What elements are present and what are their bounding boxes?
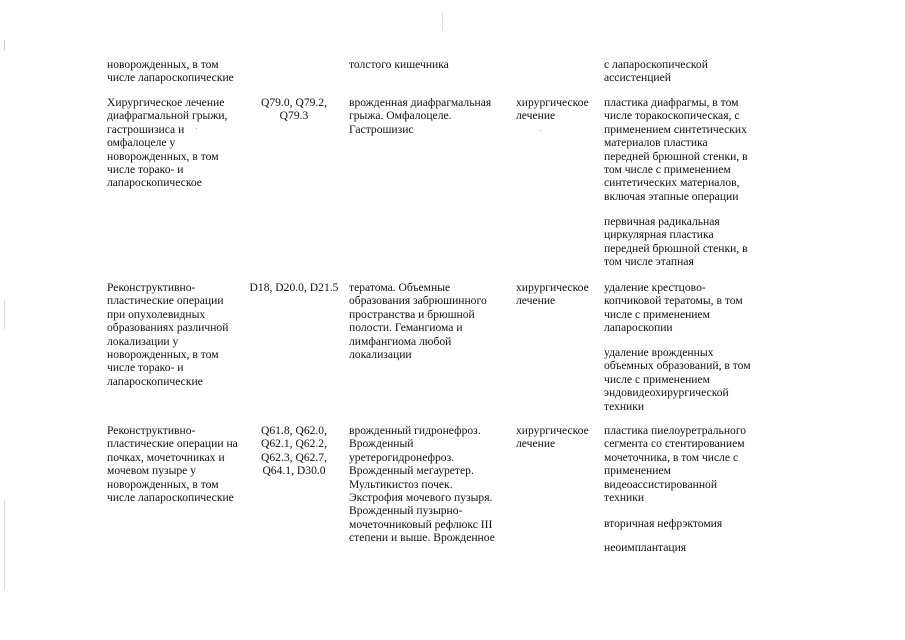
row3-method-3: неоимплантация <box>604 541 687 554</box>
row1-model: врожденная диафрагмальная грыжа. Омфалоцеле. Гастрошизис <box>349 96 492 136</box>
scan-speck <box>196 128 197 129</box>
row1-name: Хирургическое лечение диафрагмальной грыжи, гастрошизиса и омфалоцеле у новорожденных, в том числе торако- и лапароскопическое <box>107 96 228 190</box>
row2-method-1: удаление крестцово- копчиковой тератомы, в том числе с применением лапароскопии <box>604 281 743 335</box>
row0-name: новорожденных, в том числе лапароскопические <box>107 58 234 85</box>
row3-name: Реконструктивно- пластические операции на почках, мочеточниках и мочевом пузыре у новорожденных, в том числе лапароскопические <box>107 424 238 505</box>
scan-speck <box>540 130 541 131</box>
row1-method-2: первичная радикальная циркулярная пластика передней брюшной стенки, в том числе этапная <box>604 215 748 269</box>
row1-type: хирургическое лечение <box>516 96 589 123</box>
row3-method-1: пластика пиелоуретрального сегмента со стентированием мочеточника, в том числе с применением видеоассистированной техники <box>604 424 747 505</box>
row2-method-2: удаление врожденных объемных образований, в том числе с применением эндовидеохирургической техники <box>604 346 751 413</box>
row1-method-1: пластика диафрагмы, в том числе торакоскопическая, с применением синтетических материалов пластика передней брюшной стенки, в том числе с применением синтетических материалов, включая этапные операции <box>604 96 748 203</box>
row3-model: врожденный гидронефроз. Врожденный уретерогидронефроз. Врожденный мегауретер. Мультикистоз почек. Экстрофия мочевого пузыря. Врожденный пузырно- мочеточниковый рефлюкс III степени и выше. Врожденное <box>349 424 495 545</box>
row2-model: тератома. Объемные образования забрюшинного пространства и брюшной полости. Гемангиома и лимфангиома любой локализации <box>349 281 487 362</box>
row3-codes: Q61.8, Q62.0, Q62.1, Q62.2, Q62.3, Q62.7, Q64.1, D30.0 <box>260 424 328 478</box>
scan-speck <box>4 300 5 330</box>
row3-method-2: вторичная нефрэктомия <box>604 517 723 530</box>
scan-speck <box>4 40 5 50</box>
row0-model: толстого кишечника <box>349 58 449 71</box>
scan-speck <box>442 12 443 30</box>
row2-type: хирургическое лечение <box>516 281 589 308</box>
row3-type: хирургическое лечение <box>516 424 589 451</box>
row2-codes: D18, D20.0, D21.5 <box>249 281 339 294</box>
row2-name: Реконструктивно- пластические операции при опухолевидных образованиях различной локализации у новорожденных, в том числе торако- и лапароскопические <box>107 281 229 388</box>
row0-method-1: с лапароскопической ассистенцией <box>604 58 708 85</box>
scan-speck <box>4 500 5 590</box>
row1-codes: Q79.0, Q79.2, Q79.3 <box>260 96 328 123</box>
